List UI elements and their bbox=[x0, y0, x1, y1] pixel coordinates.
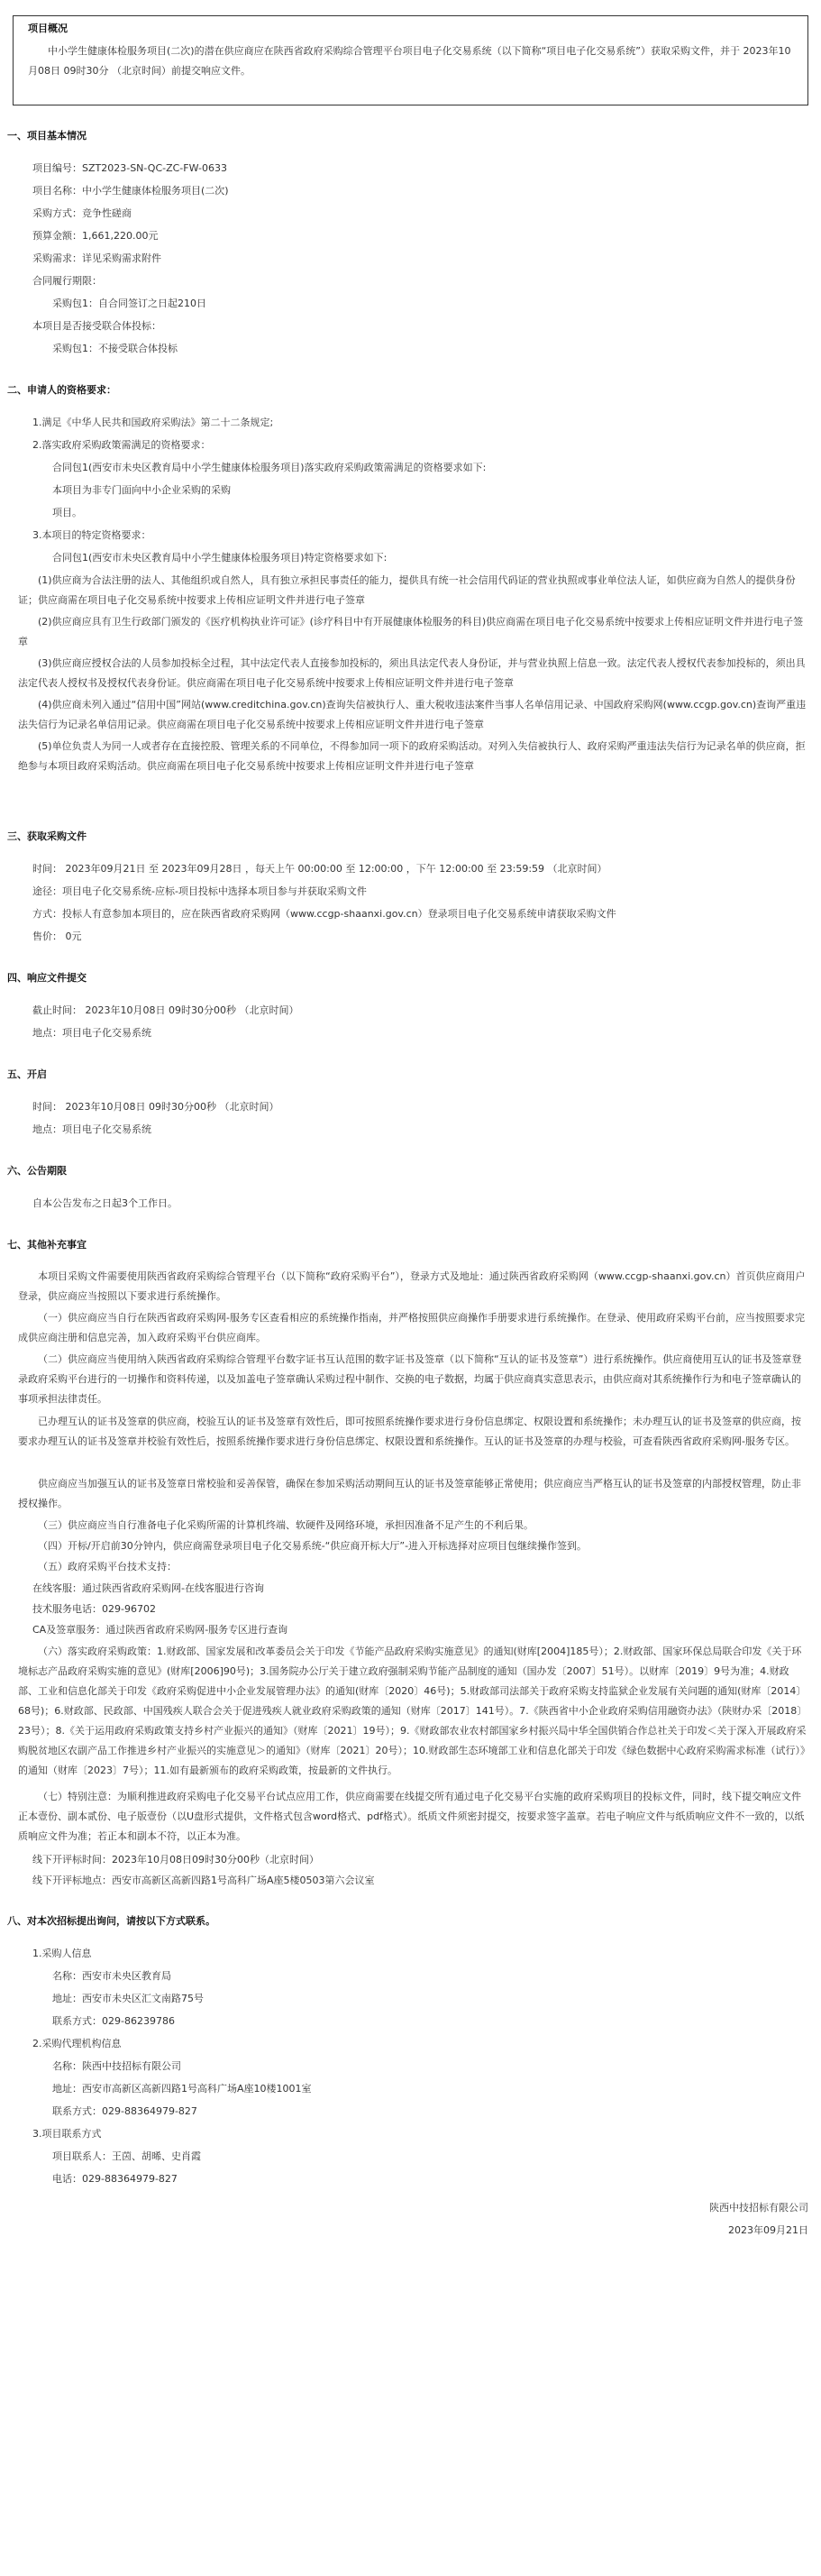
other-item-2-ca: 已办理互认的证书及签章的供应商，校验互认的证书及签章有效性后，即可按照系统操作要求进行身份信息绑定、权限设置和系统操作；未办理互认的证书及签章的供应商，按要求办理互认的证书及签章并校验有效性后，按照系统操作要求进行身份信息绑定、权限设置和系统操作。互认的证书及签章的办理与校验，可查看陕西省政府采购网-服务专区。 bbox=[18, 1416, 801, 1447]
opening-time: 时间： 2023年10月08日 09时30分00秒 （北京时间） bbox=[32, 1101, 279, 1113]
support-phone: 技术服务电话：029-96702 bbox=[32, 1603, 156, 1615]
section-title-qualification: 二、申请人的资格要求： bbox=[7, 384, 116, 396]
other-item-3: （三）供应商应当自行准备电子化采购所需的计算机终端、软硬件及网络环境，承担因准备不足产生的不利后果。 bbox=[38, 1519, 534, 1531]
qualification-policy-text: 本项目为非专门面向中小企业采购的采购 bbox=[52, 484, 231, 496]
procurement-requirement: 采购需求：详见采购需求附件 bbox=[32, 252, 161, 264]
other-item-4: （四）开标/开启前30分钟内，供应商需登录项目电子化交易系统-“供应商开标大厅”-进入开标选择对应项目包继续操作签到。 bbox=[38, 1540, 588, 1552]
other-platform-intro: 本项目采购文件需要使用陕西省政府采购综合管理平台（以下简称“政府采购平台”），登录方式及地址：通过陕西省政府采购网（www.ccgp-shaanxi.gov.cn）首页供应商用户登录，供应商应当按照以下要求进行系统操作。 bbox=[18, 1270, 806, 1302]
overview-body: 中小学生健康体检服务项目(二次)的潜在供应商应在陕西省政府采购综合管理平台项目电子化交易系统（以下简称“项目电子化交易系统”）获取采购文件，并于 2023年10月08日 09时30分 （北京时间）前提交响应文件。 bbox=[28, 45, 791, 77]
support-online: 在线客服：通过陕西省政府采购网-在线客服进行咨询 bbox=[32, 1582, 264, 1594]
offline-bid-time: 线下开评标时间：2023年10月08日09时30分00秒（北京时间） bbox=[32, 1854, 319, 1866]
section-title-basic-info: 一、项目基本情况 bbox=[7, 130, 87, 142]
qualification-req-3: (3)供应商应授权合法的人员参加投标全过程，其中法定代表人直接参加投标的，须出具法定代表人身份证，并与营业执照上信息一致。法定代表人授权代表参加投标的，须出具法定代表人授权书及授权代表身份证。供应商需在项目电子化交易系统中按要求上传相应证明文件并进行电子签章 bbox=[18, 657, 806, 689]
section-title-obtain-docs: 三、获取采购文件 bbox=[7, 830, 87, 842]
project-number: 项目编号：SZT2023-SN-QC-ZC-FW-0633 bbox=[32, 162, 227, 174]
submission-deadline: 截止时间： 2023年10月08日 09时30分00秒 （北京时间） bbox=[32, 1004, 299, 1016]
opening-location: 地点：项目电子化交易系统 bbox=[32, 1123, 151, 1135]
qualification-req-2: (2)供应商应具有卫生行政部门颁发的《医疗机构执业许可证》(诊疗科目中有开展健康体检服务的科目)供应商需在项目电子化交易系统中按要求上传相应证明文件并进行电子签章 bbox=[18, 616, 804, 647]
footer-company: 陕西中技招标有限公司 bbox=[709, 2202, 808, 2214]
section-title-notice-period: 六、公告期限 bbox=[7, 1165, 67, 1177]
project-name: 项目名称：中小学生健康体检服务项目(二次) bbox=[32, 185, 229, 197]
qualification-req-1: (1)供应商为合法注册的法人、其他组织或自然人，具有独立承担民事责任的能力，提供具有统一社会信用代码证的营业执照或事业单位法人证，如供应商为自然人的提供身份证；供应商需在项目电子化交易系统中按要求上传相应证明文件并进行电子签章 bbox=[18, 574, 796, 606]
section-title-submission: 四、响应文件提交 bbox=[7, 972, 87, 984]
obtain-method: 方式：投标人有意参加本项目的，应在陕西省政府采购网（www.ccgp-shaanxi.gov.cn）登录项目电子化交易系统申请获取采购文件 bbox=[32, 908, 616, 920]
other-item-5: （五）政府采购平台技术支持： bbox=[38, 1561, 177, 1572]
section-title-contact: 八、对本次招标提出询问，请按以下方式联系。 bbox=[7, 1915, 215, 1927]
contract-period-package1: 采购包1：自合同签订之日起210日 bbox=[52, 298, 206, 309]
project-contact-phone: 电话：029-88364979-827 bbox=[52, 2173, 178, 2185]
buyer-name: 名称：西安市未央区教育局 bbox=[52, 1970, 171, 1982]
consortium-label: 本项目是否接受联合体投标： bbox=[32, 320, 161, 332]
buyer-phone: 联系方式：029-86239786 bbox=[52, 2015, 175, 2027]
buyer-address: 地址：西安市未央区汇文南路75号 bbox=[52, 1993, 204, 2004]
other-item-6-policies: （六）落实政府采购政策：1.财政部、国家发展和改革委员会关于印发《节能产品政府采购实施意见》的通知(财库[2004]185号）；2.财政部、国家环保总局联合印发《关于环境标志产品政府采购实施的意见》(财库[2006]90号)；3.国务院办公厅关于建立政府强制采购节能产品制度的通知（国办发〔2007〕51号）。以财库〔2019〕9号为准；4.财政部、工业和信息化部关于印发《政府采购促进中小企业发展管理办法》的通知(财库〔2020〕46号)；5.财政部司法部关于政府采购支持监狱企业发展有关问题的通知(财库〔2014〕68号)；6.财政部、民政部、中国残疾人联合会关于促进残疾人就业政府采购政策的通知（财库〔2017〕141号）。7.《陕西省中小企业政府采购信用融资办法》（陕财办采〔2018〕23号）；8.《关于运用政府采购政策支持乡村产业振兴的通知》（财库〔2021〕19号）；9.《财政部农业农村部国家乡村振兴局中华全国供销合作总社关于印发＜关于深入开展政府采购脱贫地区农副产品工作推进乡村产业振兴的实施意见＞的通知》（财库〔2021〕20号）；10.财政部生态环境部工业和信息化部关于印发《绿色数据中心政府采购需求标准（试行）》的通知（财库〔2023〕7号）；11.如有最新颁布的政府采购政策，按最新的文件执行。 bbox=[18, 1646, 807, 1776]
notice-period-text: 自本公告发布之日起3个工作日。 bbox=[32, 1197, 178, 1209]
agent-info-label: 2.采购代理机构信息 bbox=[32, 2038, 122, 2049]
buyer-info-label: 1.采购人信息 bbox=[32, 1948, 92, 1959]
agent-name: 名称：陕西中技招标有限公司 bbox=[52, 2060, 181, 2072]
footer-date: 2023年09月21日 bbox=[728, 2224, 808, 2236]
consortium-package1: 采购包1：不接受联合体投标 bbox=[52, 343, 178, 354]
other-item-2-keep: 供应商应当加强互认的证书及签章日常校验和妥善保管，确保在参加采购活动期间互认的证书及签章能够正常使用；供应商应当严格互认的证书及签章的内部授权管理，防止非授权操作。 bbox=[18, 1478, 801, 1509]
submission-location: 地点：项目电子化交易系统 bbox=[32, 1027, 151, 1039]
agent-phone: 联系方式：029-88364979-827 bbox=[52, 2105, 197, 2117]
qualification-req-5: (5)单位负责人为同一人或者存在直接控股、管理关系的不同单位，不得参加同一项下的政府采购活动。对列入失信被执行人、政府采购严重违法失信行为记录名单的供应商，拒绝参与本项目政府采购活动。供应商需在项目电子化交易系统中按要求上传相应证明文件并进行电子签章 bbox=[18, 740, 806, 772]
other-item-2: （二）供应商应当使用纳入陕西省政府采购综合管理平台数字证书互认范围的数字证书及签章（以下简称“互认的证书及签章”）进行系统操作。供应商使用互认的证书及签章登录政府采购平台进行的一切操作和资料传递，以及加盖电子签章确认采购过程中制作、交换的电子数据，均属于供应商真实意思表示，由供应商对其系统操作行为和电子签章确认的事项承担法律责任。 bbox=[18, 1353, 802, 1405]
qualification-policy-text-2: 项目。 bbox=[52, 507, 82, 518]
support-ca: CA及签章服务：通过陕西省政府采购网-服务专区进行查询 bbox=[32, 1624, 288, 1636]
procurement-method: 采购方式：竞争性磋商 bbox=[32, 207, 132, 219]
qualification-item-2: 2.落实政府采购政策需满足的资格要求： bbox=[32, 439, 211, 451]
qualification-package1-policy: 合同包1(西安市未央区教育局中小学生健康体检服务项目)落实政府采购政策需满足的资格要求如下: bbox=[52, 462, 487, 473]
offline-bid-location: 线下开评标地点：西安市高新区高新四路1号高科广场A座5楼0503第六会议室 bbox=[32, 1875, 375, 1886]
obtain-channel: 途径：项目电子化交易系统-应标-项目投标中选择本项目参与并获取采购文件 bbox=[32, 885, 367, 897]
qualification-req-4: (4)供应商未列入通过“信用中国”网站(www.creditchina.gov.cn)查询失信被执行人、重大税收违法案件当事人名单信用记录、中国政府采购网(www.ccgp.gov.cn)查询严重违法失信行为记录名单信用记录。供应商需在项目电子化交易系统中按要求上传相应证明文件并进行电子签章 bbox=[18, 699, 807, 730]
overview-box bbox=[13, 15, 808, 105]
agent-address: 地址：西安市高新区高新四路1号高科广场A座10楼1001室 bbox=[52, 2083, 312, 2095]
contract-period-label: 合同履行期限： bbox=[32, 275, 102, 287]
section-title-other-matters: 七、其他补充事宜 bbox=[7, 1239, 87, 1251]
project-contact-people: 项目联系人：王茵、胡晞、史肖霞 bbox=[52, 2150, 201, 2162]
qualification-item-1: 1.满足《中华人民共和国政府采购法》第二十二条规定; bbox=[32, 417, 274, 428]
overview-title: 项目概况 bbox=[28, 23, 68, 34]
budget-amount: 预算金额：1,661,220.00元 bbox=[32, 230, 159, 242]
project-contact-label: 3.项目联系方式 bbox=[32, 2128, 102, 2140]
obtain-price: 售价： 0元 bbox=[32, 930, 82, 942]
qualification-item-3: 3.本项目的特定资格要求： bbox=[32, 529, 151, 541]
other-item-1: （一）供应商应当自行在陕西省政府采购网-服务专区查看相应的系统操作指南，并严格按照供应商操作手册要求进行系统操作。在登录、使用政府采购平台前，应当按照要求完成供应商注册和信息完善，加入政府采购平台供应商库。 bbox=[18, 1312, 805, 1343]
qualification-package1-specific: 合同包1(西安市未央区教育局中小学生健康体检服务项目)特定资格要求如下: bbox=[52, 552, 388, 564]
obtain-time: 时间： 2023年09月21日 至 2023年09月28日 ，每天上午 00:00:00 至 12:00:00 ，下午 12:00:00 至 23:59:59 （北京时间） bbox=[32, 863, 607, 875]
other-item-7-attention: （七）特别注意：为顺利推进政府采购电子化交易平台试点应用工作，供应商需要在线提交所有通过电子化交易平台实施的政府采购项目的投标文件，同时，线下提交响应文件正本壹份、副本贰份、电子版壹份（以U盘形式提供，文件格式包含word格式、pdf格式）。纸质文件须密封提交，按要求签字盖章。若电子响应文件与纸质响应文件不一致的，以纸质响应文件为准；若正本和副本不符，以正本为准。 bbox=[18, 1791, 805, 1842]
section-title-opening: 五、开启 bbox=[7, 1068, 47, 1080]
